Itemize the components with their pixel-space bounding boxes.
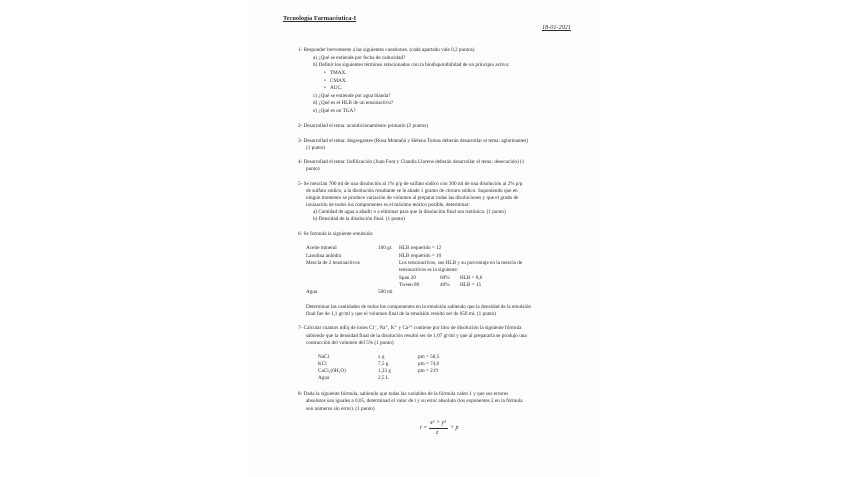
q6-row1-note: HLB requerido = 12 bbox=[399, 245, 442, 251]
q3-line1: 3- Desarrollad el tema: disgregantes (Rosa Montañá y Helena Tomas deberán desarrollar el tema: aglutinantes) bbox=[298, 138, 529, 144]
formula-numerator: x² + y² bbox=[430, 420, 446, 426]
q7-row4-name: Agua bbox=[318, 375, 330, 381]
q7-row3-pm: pm = 219 bbox=[418, 368, 438, 374]
q7-row3-qty: 1,23 g bbox=[378, 368, 391, 374]
formula-tail: + p bbox=[450, 425, 459, 431]
q6-row2-name: Lanolina anhidra bbox=[306, 253, 342, 259]
q7-row4-qty: 2,5 L bbox=[378, 375, 389, 381]
q1-b: b) Definir los siguientes términos relacionados con la biodisponibilidad de un principio activo: bbox=[313, 62, 510, 68]
q7-row1-name: NaCl bbox=[318, 354, 329, 360]
q7-line3: contracción del volumen del 5% (1 punto) bbox=[306, 340, 394, 346]
q6-tens1-name: Span 20 bbox=[399, 275, 416, 281]
q1-lead: 1- Responder brevemente a las siguientes cuestiones. (cada apartado vale 0,2 puntos) bbox=[298, 47, 475, 53]
q7-line2: sabiendo que la densidad final de la disolución resultó ser de 1,07 gr/ml y que al prepararla se produjo una bbox=[306, 333, 527, 339]
q5-a: a) Cantidad de agua a añadir o a eliminar para que la disolución final sea isotónica. (1 punto) bbox=[313, 209, 506, 215]
q3-line2: (1 punto) bbox=[306, 145, 326, 151]
q7-line1: 7- Calcular cuantos mEq de iones Cl⁻, Na⁺, K⁺ y Ca²⁺ contiene por litro de disolución la siguiente fórmula bbox=[298, 325, 522, 331]
q1-e: e) ¿Qué es un TGA? bbox=[313, 108, 356, 114]
q7-row2-name: KCl bbox=[318, 361, 327, 367]
q7-row2-qty: 7,5 g bbox=[378, 361, 389, 367]
q6-closing2: final fue de 1,1 gr/ml y que el volumen final de la emulsión resultó ser de 650 ml. (1 punto) bbox=[306, 311, 497, 317]
q5-line4: ionización de todos los componentes es el máximo teórico posible, determinar: bbox=[306, 202, 470, 208]
q8-formula bbox=[420, 420, 470, 442]
document-page bbox=[250, 0, 598, 477]
document-title: Tecnología Farmacéutica-I bbox=[283, 15, 357, 22]
q5-line3: ningún momento se produce variación de volumen al preparar todas las disoluciones y que el grado de bbox=[306, 195, 519, 201]
q6-closing1: Determinar las cantidades de todos los componentes en la emulsión sabiendo que la densidad de la emulsión bbox=[306, 304, 532, 310]
document-date: 18-01-2021 bbox=[542, 24, 571, 31]
formula-denominator: z bbox=[436, 430, 439, 436]
q1-d: d) ¿Qué es el HLB de un tensioactivo? bbox=[313, 100, 394, 106]
q7-row1-qty: x g bbox=[378, 354, 385, 360]
q6-agua-name: Agua bbox=[306, 289, 318, 295]
q4-line2: punto) bbox=[306, 166, 320, 172]
q6-tens1-percent: 60% bbox=[440, 275, 450, 281]
q5-b: b) Densidad de la disolución final. (1 punto) bbox=[313, 216, 405, 222]
q1-bullet-tmax: • TMAX. bbox=[330, 71, 347, 76]
q6-tens1-hlb: HLB = 8,6 bbox=[460, 275, 483, 281]
q6-row2-note: HLB requerido = 10 bbox=[399, 253, 442, 259]
q6-agua-amount: 500 ml bbox=[378, 289, 393, 295]
q6-tens2-name: Tween 80 bbox=[399, 282, 420, 288]
q6-row1-amount: 100 gr. bbox=[378, 245, 393, 251]
q8-line3: son números sin error). (1 punto) bbox=[306, 406, 375, 412]
q1-c: c) ¿Qué se entiende por agua blanda? bbox=[313, 93, 391, 99]
q5-line1: 5- Se mezclan 700 ml de una disolución al 1% p/p de sulfato sódico con 300 ml de una disolución al 2% p/p bbox=[298, 181, 523, 187]
q6-tens2-percent: 40% bbox=[440, 282, 450, 288]
q6-note-cont: tensioactivos es la siguiente: bbox=[399, 267, 459, 273]
q6-row3-name: Mezcla de 2 tensioactivos bbox=[306, 260, 360, 266]
q1-bullet-cmax: • CMAX. bbox=[330, 79, 347, 84]
q6-tens2-hlb: HLB = 15 bbox=[460, 282, 482, 288]
q6-row3-note: Los tensioactivos, sus HLB y su porcentaje en la mezcla de bbox=[399, 260, 523, 266]
formula-lhs: t = bbox=[420, 425, 428, 431]
q5-line2: de sulfato sódico, a la disolución resultante se le añade 1 gramo de cloruro sódico. Suponiendo que en bbox=[306, 188, 518, 194]
formula-fraction-bar bbox=[429, 428, 448, 429]
q7-row3-name: CaCl₂(6H₂O) bbox=[318, 368, 346, 374]
q8-line1: 8- Dada la siguiente fórmula, sabiendo que todas las variables de la fórmula valen 1 y que sus errores bbox=[298, 391, 509, 397]
q8-line2: absolutos son iguales a 0,05, determinad el valor de t y su error absoluto (los exponentes 2 en la fórmula bbox=[306, 398, 523, 404]
q6-lead: 6- Se formula la siguiente emulsión: bbox=[298, 231, 374, 237]
q1-bullet-auc: • AUC. bbox=[330, 86, 342, 91]
q7-row2-pm: pm = 74,6 bbox=[418, 361, 440, 367]
q6-row1-name: Aceite mineral bbox=[306, 245, 337, 251]
q1-a: a) ¿Qué se entiende por fecha de caducidad? bbox=[313, 55, 406, 61]
q4-line1: 4- Desarrollad el tema: liofilización (Joan Font y Claudia Llorens deberán desarrollar el tema: desecación) (1 bbox=[298, 159, 525, 165]
q7-row1-pm: pm = 58,5 bbox=[418, 354, 440, 360]
q2: 2- Desarrollad el tema: acondicionamiento primario (2 puntos) bbox=[298, 123, 429, 129]
